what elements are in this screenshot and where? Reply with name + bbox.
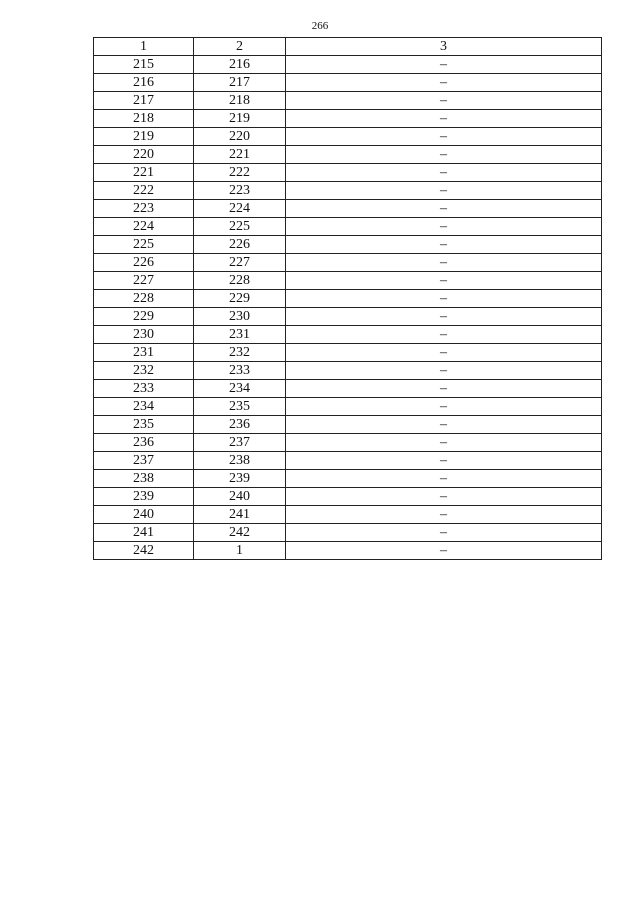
table-row [94, 434, 602, 452]
table-cell-col1: 216 [94, 74, 194, 92]
header-cell-1: 1 [94, 38, 194, 56]
table-cell-col3: – [286, 524, 602, 542]
table-cell-col2: 232 [194, 344, 286, 362]
table-cell-col3: – [286, 344, 602, 362]
table-cell-col3: – [286, 56, 602, 74]
table-row [94, 218, 602, 236]
table-row [94, 200, 602, 218]
table-cell-col3: – [286, 362, 602, 380]
table-row [94, 254, 602, 272]
table-cell-col2: 233 [194, 362, 286, 380]
table-row [94, 542, 602, 560]
table-cell-col2: 221 [194, 146, 286, 164]
table-row [94, 74, 602, 92]
header-row [94, 38, 602, 56]
table-cell-col1: 218 [94, 110, 194, 128]
table-cell-col1: 236 [94, 434, 194, 452]
table-cell-col1: 240 [94, 506, 194, 524]
table-cell-col3: – [286, 290, 602, 308]
table-cell-col3: – [286, 74, 602, 92]
table-cell-col2: 216 [194, 56, 286, 74]
table-row [94, 362, 602, 380]
table-cell-col3: – [286, 434, 602, 452]
table-cell-col3: – [286, 128, 602, 146]
table-row [94, 326, 602, 344]
table-row [94, 506, 602, 524]
table-cell-col2: 230 [194, 308, 286, 326]
table-row [94, 164, 602, 182]
table-cell-col2: 220 [194, 128, 286, 146]
table-cell-col1: 220 [94, 146, 194, 164]
table-cell-col1: 215 [94, 56, 194, 74]
header-cell-3: 3 [286, 38, 602, 56]
table-cell-col2: 238 [194, 452, 286, 470]
table-cell-col2: 231 [194, 326, 286, 344]
table-cell-col1: 226 [94, 254, 194, 272]
table-cell-col1: 225 [94, 236, 194, 254]
table-cell-col3: – [286, 92, 602, 110]
table-cell-col1: 227 [94, 272, 194, 290]
table-cell-col1: 224 [94, 218, 194, 236]
table-cell-col1: 228 [94, 290, 194, 308]
table-cell-col3: – [286, 236, 602, 254]
table-row [94, 182, 602, 200]
table-row [94, 56, 602, 74]
table-row [94, 92, 602, 110]
table-cell-col3: – [286, 398, 602, 416]
table-cell-col3: – [286, 452, 602, 470]
table-cell-col3: – [286, 218, 602, 236]
table-cell-col3: – [286, 542, 602, 560]
table-cell-col1: 232 [94, 362, 194, 380]
table-cell-col2: 240 [194, 488, 286, 506]
header-cell-2: 2 [194, 38, 286, 56]
table-row [94, 128, 602, 146]
table-cell-col2: 217 [194, 74, 286, 92]
table-cell-col2: 222 [194, 164, 286, 182]
table-cell-col3: – [286, 272, 602, 290]
table-cell-col3: – [286, 380, 602, 398]
table-cell-col2: 219 [194, 110, 286, 128]
table-row [94, 416, 602, 434]
table-row [94, 146, 602, 164]
table-cell-col1: 230 [94, 326, 194, 344]
table-cell-col2: 225 [194, 218, 286, 236]
table-cell-col3: – [286, 326, 602, 344]
table-cell-col1: 241 [94, 524, 194, 542]
table-row [94, 524, 602, 542]
table-cell-col1: 223 [94, 200, 194, 218]
table-cell-col2: 236 [194, 416, 286, 434]
table-cell-col1: 233 [94, 380, 194, 398]
table-cell-col2: 241 [194, 506, 286, 524]
table-cell-col2: 234 [194, 380, 286, 398]
table-cell-col3: – [286, 146, 602, 164]
table-cell-col1: 235 [94, 416, 194, 434]
table-cell-col2: 218 [194, 92, 286, 110]
table-cell-col1: 217 [94, 92, 194, 110]
table-row [94, 272, 602, 290]
table-cell-col2: 228 [194, 272, 286, 290]
table-cell-col2: 226 [194, 236, 286, 254]
table-row [94, 452, 602, 470]
page-number: 266 [311, 20, 329, 32]
table-cell-col3: – [286, 182, 602, 200]
table-row [94, 380, 602, 398]
table-cell-col1: 219 [94, 128, 194, 146]
table-cell-col2: 1 [194, 542, 286, 560]
table-cell-col3: – [286, 470, 602, 488]
table-header [94, 38, 602, 56]
table-cell-col1: 238 [94, 470, 194, 488]
table-cell-col2: 237 [194, 434, 286, 452]
table-cell-col2: 235 [194, 398, 286, 416]
table-row [94, 110, 602, 128]
table-cell-col1: 234 [94, 398, 194, 416]
table-cell-col2: 224 [194, 200, 286, 218]
data-table [93, 37, 602, 560]
table-cell-col3: – [286, 506, 602, 524]
table-cell-col3: – [286, 308, 602, 326]
table-cell-col2: 223 [194, 182, 286, 200]
table-row [94, 236, 602, 254]
table-cell-col2: 229 [194, 290, 286, 308]
table-row [94, 398, 602, 416]
table-cell-col1: 231 [94, 344, 194, 362]
table-cell-col1: 237 [94, 452, 194, 470]
table-cell-col3: – [286, 200, 602, 218]
table-row [94, 470, 602, 488]
table-cell-col1: 221 [94, 164, 194, 182]
table-cell-col3: – [286, 416, 602, 434]
table-row [94, 488, 602, 506]
table-cell-col2: 242 [194, 524, 286, 542]
table-cell-col3: – [286, 254, 602, 272]
table-body [94, 56, 602, 560]
table-cell-col1: 239 [94, 488, 194, 506]
table-cell-col1: 242 [94, 542, 194, 560]
table-cell-col2: 239 [194, 470, 286, 488]
table-cell-col2: 227 [194, 254, 286, 272]
table-cell-col3: – [286, 488, 602, 506]
table-row [94, 308, 602, 326]
table-row [94, 290, 602, 308]
table-cell-col1: 222 [94, 182, 194, 200]
table-cell-col1: 229 [94, 308, 194, 326]
table-cell-col3: – [286, 164, 602, 182]
table-cell-col3: – [286, 110, 602, 128]
table-row [94, 344, 602, 362]
